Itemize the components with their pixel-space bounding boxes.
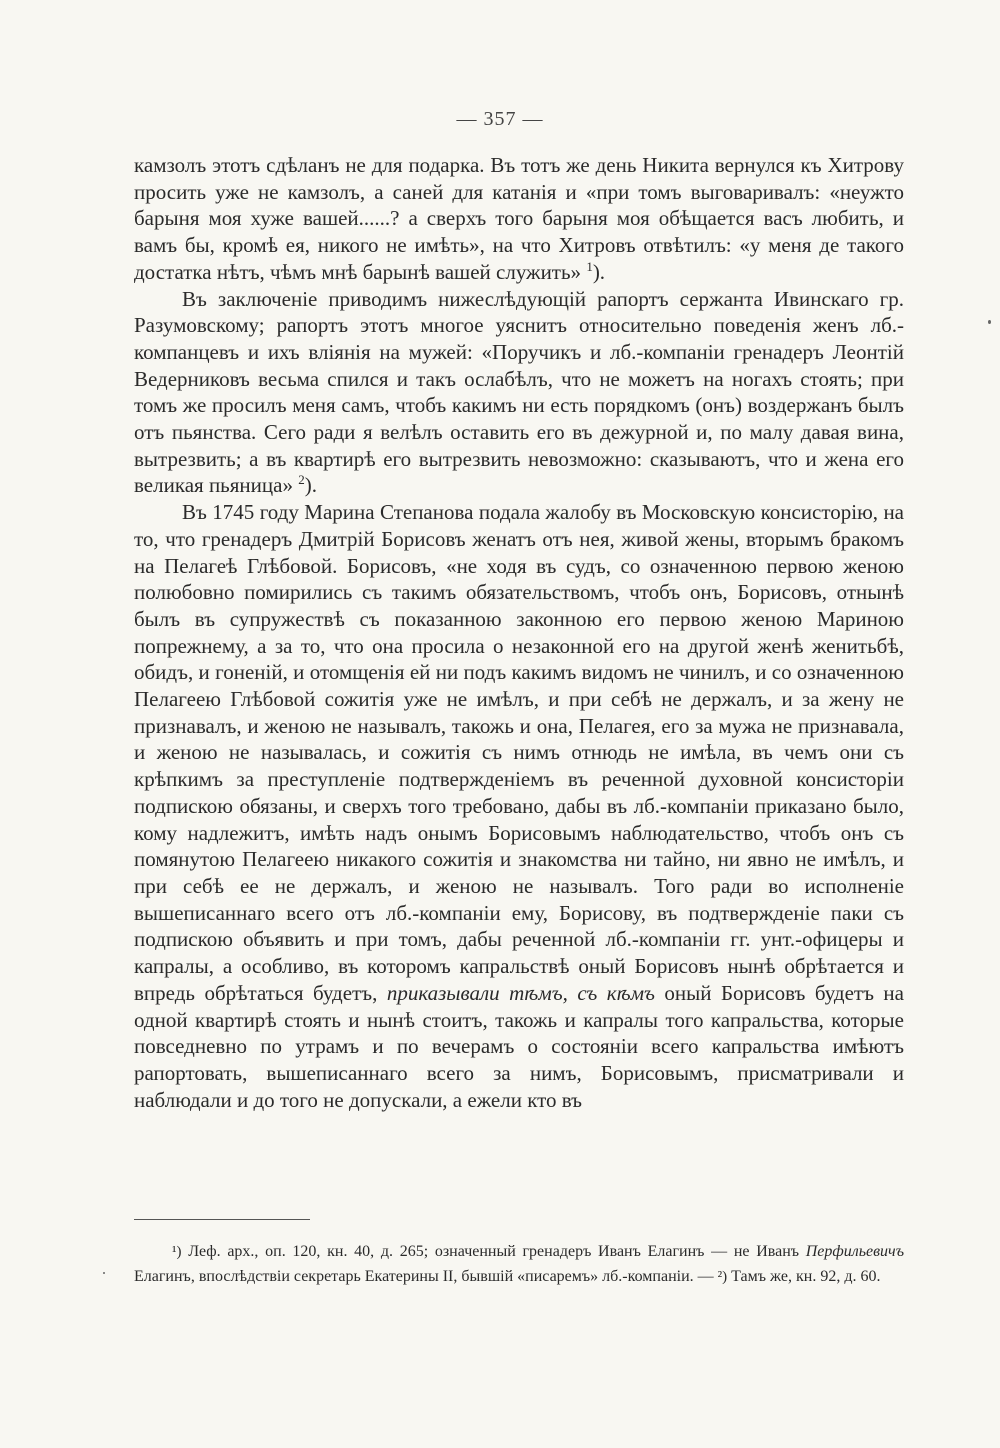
footnote-text: Тамъ же, кн. 92, д. 60. <box>727 1267 881 1285</box>
scan-speck <box>103 1272 105 1274</box>
footnote-marker: ²) <box>717 1268 728 1285</box>
footnote-marker: ¹) <box>172 1244 182 1260</box>
paragraph-text: Въ заключеніе приводимъ нижеслѣдующій рапортъ сержанта Ивинскаго гр. Разумовскому; рапортъ этотъ многое уяснитъ относительно поведенія женъ лб.-компанцевъ и ихъ вліянія на мужей: «Поручикъ и лб.-компаніи гренадеръ Леонтій Ведерниковъ весьма спился и такъ ослабѣлъ, что не можетъ на ногахъ стоять; при томъ же просилъ меня самъ, чтобъ какимъ ни есть порядкомъ (онъ) воздержанъ былъ отъ пьянства. Сего ради я велѣлъ оставить его въ дежурной и, по малу давая вина, вытрезвить; а въ квартирѣ его вытрезвить невозможно: сказываютъ, что и жена его великая пьяница» <box>134 286 904 498</box>
footnote-separator <box>134 1219 310 1220</box>
paragraph-text: Въ 1745 году Марина Степанова подала жалобу въ Московскую консисторію, на то, что гренадеръ Дмитрій Борисовъ женатъ отъ нея, живой жены, вторымъ бракомъ на Пелагеѣ Глѣбовой. Борисовъ, «не ходя въ судъ, со означенною первою женою полюбовно помирились съ такимъ обязательствомъ, чтобъ онъ, Борисовъ, отнынѣ былъ въ супружествѣ съ показанною законною его первою женою Мариною попрежнему, а за то, что она просила о незаконной его на другой женѣ женитьбѣ, обидъ, и гоненій, и отомщенія ей ни подъ какимъ видомъ не чинилъ, и со означенною Пелагеею Глѣбовой сожитія уже не имѣлъ, и при себѣ не держалъ, и за жену не признавалъ, и женою не называлъ, такожь и она, Пелагея, его за мужа не признавала, и женою не называлась, и сожитія съ нимъ отнюдь не имѣла, въ чемъ они съ крѣпкимъ за преступленіе подтвержденіемъ въ реченной духовной консисторіи подпискою обязаны, и сверхъ того требовано, дабы въ лб.-компаніи приказано было, кому надлежитъ, имѣть надъ онымъ Борисовымъ наблюдательство, чтобъ онъ съ помянутою Пелагеею никакого сожитія и знакомства ни тайно, ни явно не имѣлъ, и при себѣ ее не держалъ, и женою не называлъ. Того ради во исполненіе вышеписаннаго всего отъ лб.-компаніи ему, Борисову, въ подтвержденіе паки съ подпискою объявить и при томъ, дабы реченной лб.-компаніи гг. унт.-офицеры и капралы, а особливо, въ которомъ капральствѣ оный Борисовъ нынѣ обрѣтается и впредь обрѣтаться будетъ, <box>134 500 904 1005</box>
italic-emphasis: приказывали тѣмъ, съ кѣмъ <box>386 980 655 1005</box>
paragraph <box>134 499 904 1113</box>
footnote <box>134 1240 904 1289</box>
scan-speck <box>988 320 991 324</box>
footnote-text: Леф. арх., оп. 120, кн. 40, д. 265; означенный гренадеръ Иванъ Елагинъ — не Иванъ <box>181 1243 806 1260</box>
paragraph-text: оный Борисовъ будетъ на одной квартирѣ стоять и нынѣ стоитъ, такожь и капралы того капральства, которые повседневно по утрамъ и по вечерамъ о состояніи всего капральства имѣютъ рапортовать, вышеписаннаго всего за нимъ, Борисовымъ, присматривали и наблюдали и до того не допускали, а ежели кто въ <box>134 980 904 1112</box>
footnote-text: Елагинъ, впослѣдствіи секретарь Екатерины II, бывшій «писаремъ» лб.-компаніи. — <box>134 1267 718 1285</box>
page-number: — 357 — <box>456 108 544 130</box>
paragraph-text: ). <box>304 473 317 498</box>
footnote-ref: 1 <box>586 258 593 274</box>
footnotes <box>134 1240 904 1289</box>
paragraph-text: камзолъ этотъ сдѣланъ не для подарка. Въ тотъ же день Никита вернулся къ Хитрову просить уже не камзолъ, а саней для катанія и «при томъ выговаривалъ: «неужто барыня моя хуже вашей......? а сверхъ того барыня моя обѣщается васъ любить, и вамъ бы, кромѣ ея, никого не имѣть», на что Хитровъ отвѣтилъ: «у меня де такого достатка нѣтъ, чѣмъ мнѣ барынѣ вашей служить» <box>134 153 904 284</box>
paragraph-text: ). <box>592 259 606 284</box>
paragraph <box>134 286 904 500</box>
footnote-italic: Перфильевичъ <box>805 1243 904 1260</box>
footnote-ref: 2 <box>298 472 305 488</box>
main-text <box>134 152 904 1113</box>
paragraph <box>134 152 904 286</box>
